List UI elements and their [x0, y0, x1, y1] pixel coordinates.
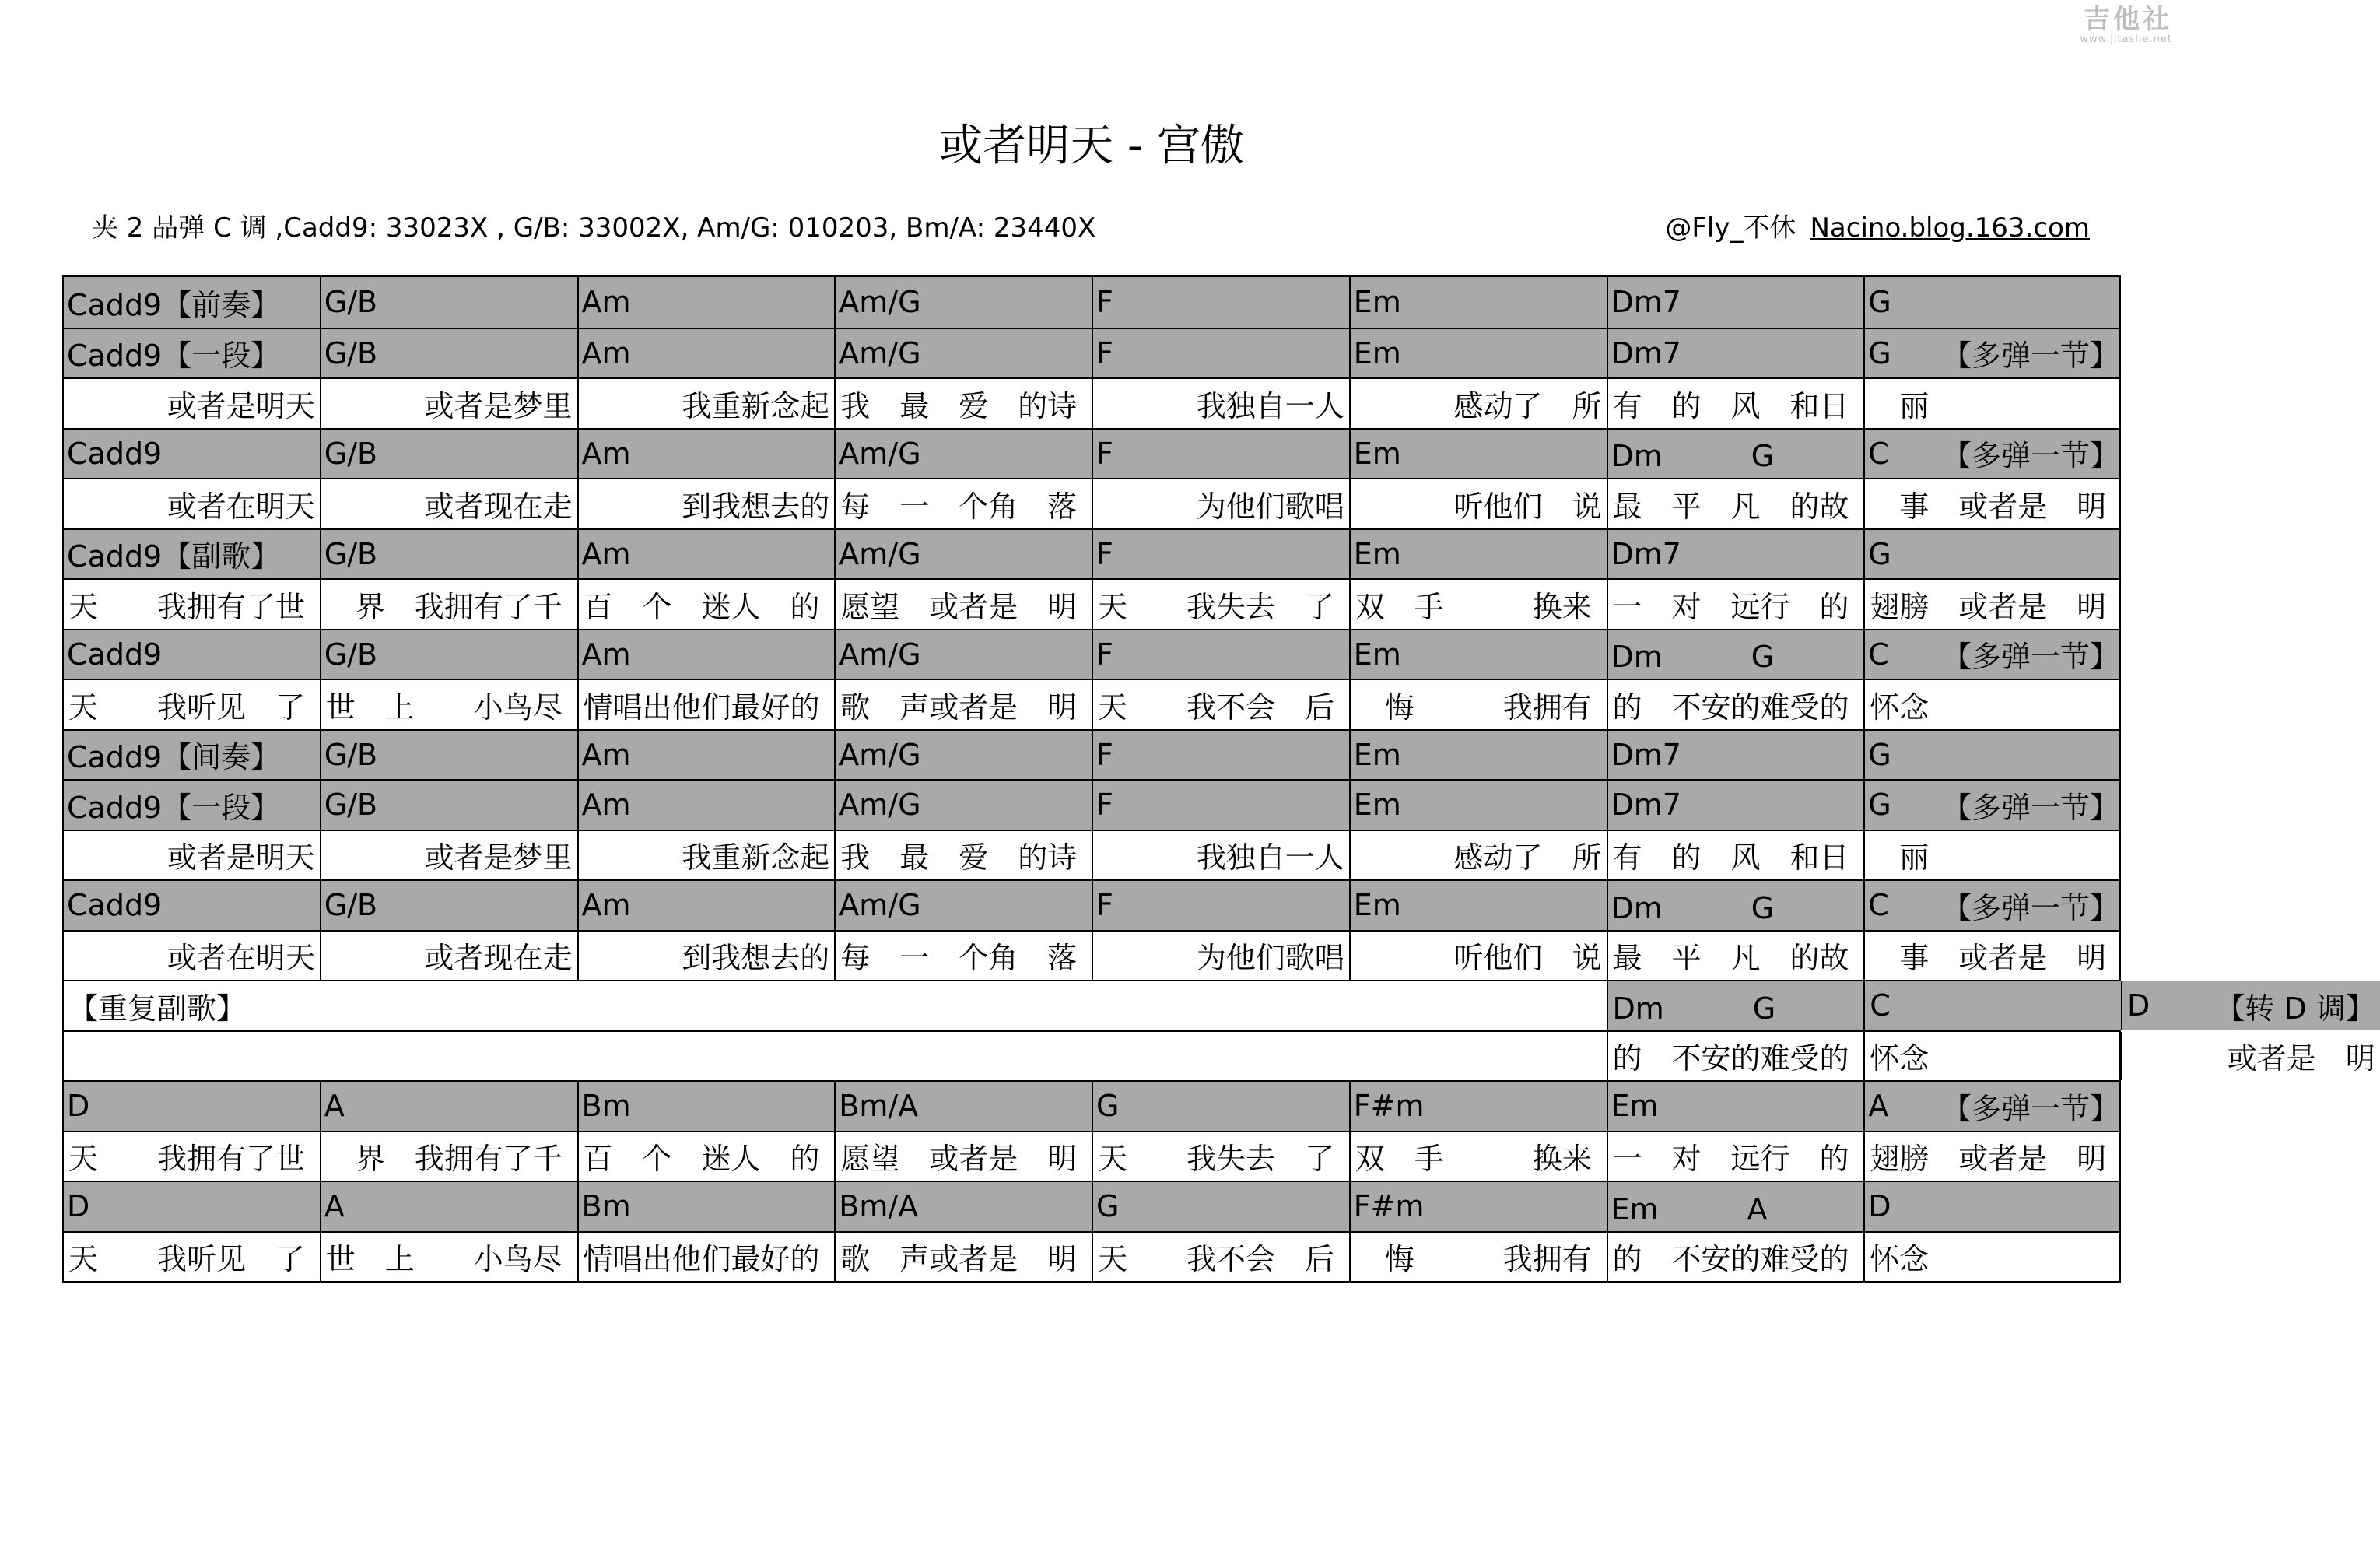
- chord-cell: Bm/A: [836, 1082, 1093, 1131]
- chord-cell: Cadd9: [64, 630, 321, 679]
- chord-cell: F: [1093, 881, 1351, 930]
- chord-cell: Bm/A: [836, 1182, 1093, 1231]
- section-note: 【多弹一节】: [1941, 339, 2119, 374]
- chord-row: [64, 879, 2119, 930]
- lyric-cell: 有 的 风 和日: [1608, 379, 1866, 428]
- chord-name: D: [2127, 988, 2150, 1023]
- chord-cell: Em: [1351, 430, 1608, 479]
- lyric-cell: 世 上 小鸟尽: [321, 1233, 579, 1282]
- chord-row: [64, 729, 2119, 780]
- chord-cell: [1865, 781, 2122, 830]
- credit-blog-link[interactable]: Nacino.blog.163.com: [1810, 212, 2090, 244]
- watermark-logo-text: 吉他社: [2084, 4, 2172, 35]
- lyric-cell: 或者现在走: [321, 932, 579, 981]
- chord-row: [64, 779, 2119, 830]
- chord-cell: Am: [579, 881, 836, 930]
- lyric-cell: 悔 我拥有: [1351, 1233, 1608, 1282]
- lyric-cell-empty: [64, 1032, 1608, 1081]
- chord-cell: F: [1093, 630, 1351, 679]
- lyric-row: [64, 930, 2119, 981]
- chord-cell: Am/G: [836, 277, 1093, 328]
- lyric-row: [64, 377, 2119, 428]
- chord-cell: F: [1093, 781, 1351, 830]
- section-note: 【多弹一节】: [1941, 1091, 2119, 1126]
- chord-cell: G: [1093, 1182, 1351, 1231]
- lyric-cell: 界 我拥有了千: [321, 1132, 579, 1181]
- lyric-cell: 双 手 换来: [1351, 1132, 1608, 1181]
- lyric-cell: 我重新念起: [579, 379, 836, 428]
- chord-cell: Em: [1351, 329, 1608, 378]
- chord-sheet-table: [62, 275, 2375, 1283]
- capo-and-chord-fingerings: 夹 2 品弹 C 调 ,Cadd9: 33023X , G/B: 33002X, Am/G: 010203, Bm/A: 23440X: [92, 212, 1096, 244]
- lyric-cell: 为他们歌唱: [1093, 479, 1351, 528]
- lyric-cell: 最 平 凡 的故: [1608, 479, 1866, 528]
- chord-cell: Dm G: [1608, 881, 1866, 930]
- chord-name: C: [1868, 637, 1889, 672]
- lyric-cell: 天 我不会 后: [1093, 680, 1351, 729]
- chord-cell: D: [64, 1182, 321, 1231]
- section-note: 【转 D 调】: [2215, 991, 2375, 1026]
- lyric-row: [64, 578, 2119, 629]
- lyric-cell: 愿望 或者是 明: [836, 580, 1093, 629]
- section-label: 【重复副歌】: [64, 981, 1608, 1030]
- lyric-row: [64, 1231, 2119, 1282]
- chord-cell: Cadd9【间奏】: [64, 731, 321, 780]
- chord-cell: A: [321, 1082, 579, 1131]
- lyric-cell: 或者是明天: [64, 831, 321, 880]
- chord-cell: F: [1093, 430, 1351, 479]
- chord-cell: Dm7: [1608, 731, 1866, 780]
- chord-cell: Dm G: [1608, 430, 1866, 479]
- credit-user: @Fly_不休: [1665, 212, 1796, 244]
- chord-cell: Em: [1351, 530, 1608, 579]
- chord-cell: Am/G: [836, 630, 1093, 679]
- chord-cell: Am: [579, 277, 836, 328]
- chord-cell: C: [1865, 981, 2122, 1030]
- section-note: 【多弹一节】: [1941, 439, 2119, 474]
- chord-cell: Em: [1351, 277, 1608, 328]
- chord-name: A: [1868, 1089, 1889, 1124]
- lyric-cell: 有 的 风 和日: [1608, 831, 1866, 880]
- chord-cell: D: [64, 1082, 321, 1131]
- chord-row: [64, 328, 2119, 378]
- lyric-cell: 怀念: [1870, 1242, 1930, 1277]
- chord-row-repeat-chorus: [64, 980, 2375, 1030]
- chord-cell: Dm7: [1608, 530, 1866, 579]
- chord-row: [64, 428, 2119, 479]
- lyric-cell: 我独自一人: [1093, 831, 1351, 880]
- chord-cell: Dm7: [1608, 329, 1866, 378]
- chord-cell: Em: [1608, 1082, 1866, 1131]
- lyric-cell: 双 手 换来: [1351, 580, 1608, 629]
- chord-name: C: [1868, 888, 1889, 923]
- section-note: 【多弹一节】: [1941, 790, 2119, 825]
- chord-cell: Dm7: [1608, 277, 1866, 328]
- chord-cell: Cadd9: [64, 881, 321, 930]
- chord-cell: Em: [1351, 781, 1608, 830]
- chord-cell: G/B: [321, 430, 579, 479]
- chord-cell: Bm: [579, 1182, 836, 1231]
- chord-cell: Am/G: [836, 881, 1093, 930]
- chord-cell: Am/G: [836, 430, 1093, 479]
- lyric-cell: 愿望 或者是 明: [836, 1132, 1093, 1181]
- lyric-cell: 我独自一人: [1093, 379, 1351, 428]
- chord-cell: Dm G: [1608, 981, 1866, 1030]
- chord-cell: Em: [1351, 630, 1608, 679]
- lyric-cell: 天 我不会 后: [1093, 1233, 1351, 1282]
- lyric-cell: 我 最 爱 的诗: [836, 831, 1093, 880]
- chord-cell: Am/G: [836, 731, 1093, 780]
- watermark-url: www.jitashe.net: [2080, 33, 2172, 45]
- chord-cell: Am: [579, 329, 836, 378]
- chord-cell: G/B: [321, 530, 579, 579]
- lyric-cell: 或者在明天: [64, 479, 321, 528]
- chord-name: G: [1868, 335, 1891, 370]
- chord-cell: G/B: [321, 329, 579, 378]
- lyric-cell: 百 个 迷人 的: [579, 1132, 836, 1181]
- lyric-cell: 为他们歌唱: [1093, 932, 1351, 981]
- lyric-cell: 丽: [1870, 388, 1930, 423]
- lyric-row: [64, 478, 2119, 528]
- lyric-cell: 听他们 说: [1351, 932, 1608, 981]
- chord-cell: D: [1868, 1189, 1891, 1224]
- lyric-cell: 到我想去的: [579, 932, 836, 981]
- lyric-cell: 天 我听见 了: [64, 1233, 321, 1282]
- chord-cell: F: [1093, 329, 1351, 378]
- chord-cell: G/B: [321, 731, 579, 780]
- lyric-cell: 或者是 明: [2227, 1041, 2375, 1076]
- chord-cell: F#m: [1351, 1082, 1608, 1131]
- chord-cell: G: [1868, 536, 1891, 571]
- section-note: 【多弹一节】: [1941, 890, 2119, 925]
- lyric-cell: 天 我拥有了世: [64, 580, 321, 629]
- lyric-cell: 天 我听见 了: [64, 680, 321, 729]
- lyric-cell: 歌 声或者是 明: [836, 680, 1093, 729]
- song-title: 或者明天 - 宫傲: [939, 121, 1244, 171]
- lyric-cell: 或者现在走: [321, 479, 579, 528]
- lyric-cell: 悔 我拥有: [1351, 680, 1608, 729]
- chord-row: [64, 1080, 2119, 1131]
- lyric-row: [64, 1030, 2375, 1081]
- chord-cell: [1865, 1082, 2122, 1131]
- lyric-cell: 歌 声或者是 明: [836, 1233, 1093, 1282]
- chord-name: G: [1868, 788, 1891, 823]
- chord-cell: A: [321, 1182, 579, 1231]
- chord-cell: Bm: [579, 1082, 836, 1131]
- lyric-cell: 丽: [1870, 840, 1930, 876]
- lyric-cell: 天 我拥有了世: [64, 1132, 321, 1181]
- lyric-cell: 界 我拥有了千: [321, 580, 579, 629]
- chord-row: [64, 629, 2119, 679]
- chord-row: [64, 1181, 2119, 1231]
- chord-cell: Cadd9【一段】: [64, 329, 321, 378]
- chord-cell: F: [1093, 277, 1351, 328]
- chord-cell: [2122, 981, 2380, 1030]
- lyric-cell: 最 平 凡 的故: [1608, 932, 1866, 981]
- chord-cell: G/B: [321, 781, 579, 830]
- lyric-cell: 的 不安的难受的: [1608, 1233, 1866, 1282]
- chord-cell: Dm7: [1608, 781, 1866, 830]
- lyric-cell: 百 个 迷人 的: [579, 580, 836, 629]
- lyric-cell: 一 对 远行 的: [1608, 580, 1866, 629]
- lyric-cell: 的 不安的难受的: [1608, 680, 1866, 729]
- chord-cell: G: [1868, 285, 1891, 320]
- chord-cell: Cadd9【副歌】: [64, 530, 321, 579]
- chord-cell: Em A: [1608, 1182, 1866, 1231]
- chord-cell: Dm G: [1608, 630, 1866, 679]
- lyric-cell: 天 我失去 了: [1093, 1132, 1351, 1181]
- lyric-cell: 世 上 小鸟尽: [321, 680, 579, 729]
- lyric-cell: 事 或者是 明: [1870, 941, 2107, 976]
- lyric-cell: 怀念: [1870, 690, 1930, 725]
- lyric-row: [64, 1131, 2119, 1181]
- chord-cell: Em: [1351, 881, 1608, 930]
- chord-cell: Am/G: [836, 781, 1093, 830]
- chord-cell: [1865, 329, 2122, 378]
- chord-cell: Cadd9【前奏】: [64, 277, 321, 328]
- chord-cell: G/B: [321, 277, 579, 328]
- section-note: 【多弹一节】: [1941, 640, 2119, 675]
- lyric-row: [64, 679, 2119, 729]
- lyric-cell: 听他们 说: [1351, 479, 1608, 528]
- lyric-cell: 到我想去的: [579, 479, 836, 528]
- chord-cell: Em: [1351, 731, 1608, 780]
- lyric-cell: 感动了 所: [1351, 379, 1608, 428]
- chord-cell: Cadd9: [64, 430, 321, 479]
- chord-cell: Am: [579, 430, 836, 479]
- lyric-row: [64, 830, 2119, 880]
- chord-row: [64, 277, 2119, 328]
- chord-cell: G/B: [321, 881, 579, 930]
- chord-name: C: [1868, 436, 1889, 471]
- chord-cell: Am/G: [836, 329, 1093, 378]
- chord-cell: [1865, 881, 2122, 930]
- lyric-cell: 翅膀 或者是 明: [1870, 1142, 2107, 1177]
- lyric-cell: 怀念: [1865, 1032, 2122, 1081]
- lyric-cell: 我重新念起: [579, 831, 836, 880]
- lyric-cell: 翅膀 或者是 明: [1870, 589, 2107, 624]
- lyric-cell: 感动了 所: [1351, 831, 1608, 880]
- chord-cell: [1865, 630, 2122, 679]
- lyric-cell: 情唱出他们最好的: [579, 1233, 836, 1282]
- chord-cell: Am: [579, 530, 836, 579]
- chord-cell: Cadd9【一段】: [64, 781, 321, 830]
- chord-cell: G/B: [321, 630, 579, 679]
- lyric-cell: 每 一 个角 落: [836, 932, 1093, 981]
- lyric-cell: 或者在明天: [64, 932, 321, 981]
- chord-cell: Am: [579, 630, 836, 679]
- chord-cell: Am/G: [836, 530, 1093, 579]
- chord-cell: Am: [579, 731, 836, 780]
- chord-cell: G: [1868, 737, 1891, 772]
- lyric-cell: 天 我失去 了: [1093, 580, 1351, 629]
- chord-cell: [1865, 430, 2122, 479]
- credit: [1665, 212, 2090, 244]
- lyric-cell: 每 一 个角 落: [836, 479, 1093, 528]
- chord-cell: F: [1093, 530, 1351, 579]
- lyric-cell: 或者是梦里: [321, 379, 579, 428]
- chord-cell: G: [1093, 1082, 1351, 1131]
- watermark: [2080, 6, 2172, 44]
- lyric-cell: 一 对 远行 的: [1608, 1132, 1866, 1181]
- lyric-cell: 情唱出他们最好的: [579, 680, 836, 729]
- chord-cell: Am: [579, 781, 836, 830]
- lyric-cell: 我 最 爱 的诗: [836, 379, 1093, 428]
- lyric-cell: 或者是明天: [64, 379, 321, 428]
- chord-cell: F#m: [1351, 1182, 1608, 1231]
- lyric-cell: 或者是梦里: [321, 831, 579, 880]
- lyric-cell: 的 不安的难受的: [1608, 1032, 1866, 1081]
- lyric-cell: 事 或者是 明: [1870, 489, 2107, 524]
- chord-row: [64, 528, 2119, 579]
- chord-cell: F: [1093, 731, 1351, 780]
